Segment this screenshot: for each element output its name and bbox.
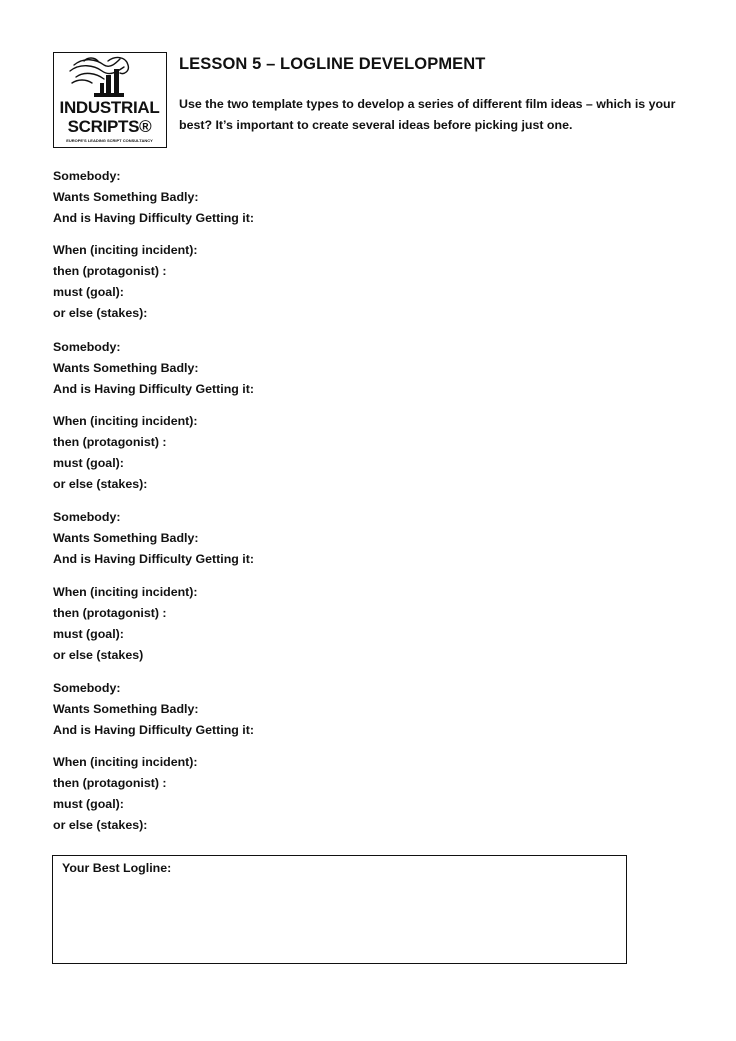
template-b-block-2 [53,411,198,495]
somebody-label: Somebody: [53,510,121,524]
smoke-icon [70,58,128,83]
inciting-incident-label: When (inciting incident): [53,755,198,769]
template-a-block-3 [53,507,254,570]
page-title: LESSON 5 – LOGLINE DEVELOPMENT [179,55,486,73]
intro-text: Use the two template types to develop a series of different film ideas – which is your best? It’s important to create several ideas before picking just one. [179,97,676,132]
logo-line2: SCRIPTS® [67,117,152,136]
logo-graphic [54,53,165,146]
stakes-label: or else (stakes): [53,306,148,320]
inciting-incident-label: When (inciting incident): [53,414,198,428]
stakes-label: or else (stakes) [53,648,144,662]
logo-tagline: EUROPE'S LEADING SCRIPT CONSULTANCY [66,138,153,143]
protagonist-label: then (protagonist) : [53,435,167,449]
somebody-label: Somebody: [53,169,121,183]
goal-label: must (goal): [53,627,124,641]
somebody-label: Somebody: [53,681,121,695]
template-b-block-1 [53,240,198,324]
industrial-scripts-logo [53,52,167,148]
wants-label: Wants Something Badly: [53,190,199,204]
best-logline-box[interactable] [52,855,627,964]
difficulty-label: And is Having Difficulty Getting it: [53,382,255,396]
stakes-label: or else (stakes): [53,477,148,491]
template-a-block-4 [53,678,254,741]
logo-line1: INDUSTRIAL [59,98,160,117]
template-b-block-4 [53,752,198,836]
wants-label: Wants Something Badly: [53,361,199,375]
somebody-label: Somebody: [53,340,121,354]
template-a-block-1 [53,166,254,229]
wants-label: Wants Something Badly: [53,531,199,545]
inciting-incident-label: When (inciting incident): [53,243,198,257]
difficulty-label: And is Having Difficulty Getting it: [53,552,255,566]
inciting-incident-label: When (inciting incident): [53,585,198,599]
best-logline-label: Your Best Logline: [62,861,172,875]
template-a-block-2 [53,337,254,400]
goal-label: must (goal): [53,797,124,811]
protagonist-label: then (protagonist) : [53,606,167,620]
stakes-label: or else (stakes): [53,818,148,832]
goal-label: must (goal): [53,285,124,299]
protagonist-label: then (protagonist) : [53,264,167,278]
goal-label: must (goal): [53,456,124,470]
wants-label: Wants Something Badly: [53,702,199,716]
template-b-block-3 [53,582,198,666]
difficulty-label: And is Having Difficulty Getting it: [53,723,255,737]
difficulty-label: And is Having Difficulty Getting it: [53,211,255,225]
protagonist-label: then (protagonist) : [53,776,167,790]
